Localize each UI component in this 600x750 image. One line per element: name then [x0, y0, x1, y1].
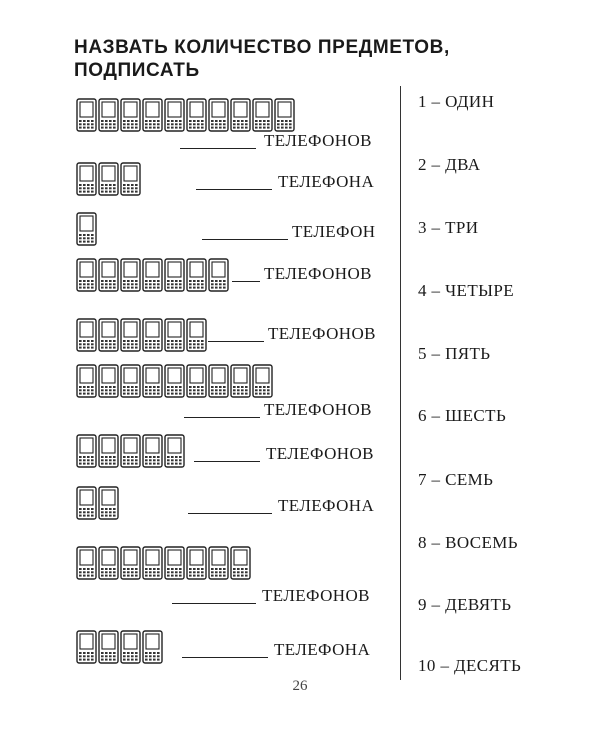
- mobile-phone-icon: [186, 318, 207, 352]
- noun-label: ТЕЛЕФОНА: [278, 172, 375, 191]
- mobile-phone-icon: [252, 98, 273, 132]
- mobile-phone-icon: [76, 546, 97, 580]
- mobile-phone-icon: [98, 434, 119, 468]
- mobile-phone-icon: [76, 258, 97, 292]
- column-divider: [400, 86, 401, 680]
- answer-blank[interactable]: [208, 341, 264, 342]
- mobile-phone-icon: [164, 258, 185, 292]
- mobile-phone-icon: [142, 258, 163, 292]
- answer-blank[interactable]: [188, 513, 272, 514]
- number-word-item: 5 – ПЯТЬ: [418, 344, 491, 363]
- mobile-phone-icon: [98, 318, 119, 352]
- mobile-phone-icon: [98, 162, 119, 196]
- mobile-phone-icon: [76, 212, 97, 246]
- mobile-phone-icon: [76, 434, 97, 468]
- mobile-phone-icon: [76, 318, 97, 352]
- phone-group: [76, 212, 97, 246]
- mobile-phone-icon: [252, 364, 273, 398]
- mobile-phone-icon: [142, 546, 163, 580]
- noun-label: ТЕЛЕФОНОВ: [264, 264, 372, 283]
- mobile-phone-icon: [120, 258, 141, 292]
- noun-label: ТЕЛЕФОНОВ: [266, 444, 374, 463]
- answer-blank[interactable]: [194, 461, 260, 462]
- mobile-phone-icon: [208, 98, 229, 132]
- noun-label: ТЕЛЕФОН: [292, 222, 376, 241]
- answer-blank[interactable]: [180, 148, 256, 149]
- number-word-item: 4 – ЧЕТЫРЕ: [418, 281, 514, 300]
- mobile-phone-icon: [98, 630, 119, 664]
- phone-group: [76, 486, 119, 520]
- noun-label: ТЕЛЕФОНОВ: [264, 131, 372, 150]
- mobile-phone-icon: [120, 318, 141, 352]
- mobile-phone-icon: [186, 98, 207, 132]
- noun-label: ТЕЛЕФОНОВ: [262, 586, 370, 605]
- title-line-2: ПОДПИСАТЬ: [74, 60, 200, 81]
- mobile-phone-icon: [142, 630, 163, 664]
- noun-label: ТЕЛЕФОНОВ: [268, 324, 376, 343]
- mobile-phone-icon: [98, 364, 119, 398]
- mobile-phone-icon: [274, 98, 295, 132]
- noun-label: ТЕЛЕФОНА: [278, 496, 375, 515]
- noun-label: ТЕЛЕФОНА: [274, 640, 371, 659]
- mobile-phone-icon: [164, 364, 185, 398]
- answer-blank[interactable]: [184, 417, 260, 418]
- mobile-phone-icon: [98, 486, 119, 520]
- mobile-phone-icon: [120, 546, 141, 580]
- phone-group: [76, 258, 229, 292]
- mobile-phone-icon: [208, 364, 229, 398]
- mobile-phone-icon: [120, 98, 141, 132]
- mobile-phone-icon: [230, 546, 251, 580]
- page-number: 26: [292, 678, 308, 694]
- mobile-phone-icon: [76, 98, 97, 132]
- phone-group: [76, 364, 273, 398]
- mobile-phone-icon: [76, 630, 97, 664]
- mobile-phone-icon: [142, 318, 163, 352]
- number-word-item: 2 – ДВА: [418, 155, 481, 174]
- mobile-phone-icon: [164, 434, 185, 468]
- mobile-phone-icon: [142, 98, 163, 132]
- phone-group: [76, 98, 295, 132]
- mobile-phone-icon: [164, 318, 185, 352]
- mobile-phone-icon: [142, 364, 163, 398]
- mobile-phone-icon: [186, 546, 207, 580]
- answer-blank[interactable]: [196, 189, 272, 190]
- phone-group: [76, 546, 251, 580]
- mobile-phone-icon: [76, 486, 97, 520]
- mobile-phone-icon: [230, 98, 251, 132]
- mobile-phone-icon: [164, 546, 185, 580]
- mobile-phone-icon: [76, 162, 97, 196]
- title-line-1: НАЗВАТЬ КОЛИЧЕСТВО ПРЕДМЕТОВ,: [74, 37, 450, 58]
- number-word-item: 9 – ДЕВЯТЬ: [418, 595, 512, 614]
- mobile-phone-icon: [120, 162, 141, 196]
- phone-group: [76, 318, 207, 352]
- mobile-phone-icon: [76, 364, 97, 398]
- number-word-item: 7 – СЕМЬ: [418, 470, 494, 489]
- mobile-phone-icon: [98, 98, 119, 132]
- answer-blank[interactable]: [202, 239, 288, 240]
- mobile-phone-icon: [208, 258, 229, 292]
- answer-blank[interactable]: [182, 657, 268, 658]
- answer-blank[interactable]: [232, 281, 260, 282]
- answer-blank[interactable]: [172, 603, 256, 604]
- number-word-item: 3 – ТРИ: [418, 218, 479, 237]
- mobile-phone-icon: [120, 630, 141, 664]
- noun-label: ТЕЛЕФОНОВ: [264, 400, 372, 419]
- mobile-phone-icon: [98, 258, 119, 292]
- number-word-item: 6 – ШЕСТЬ: [418, 406, 507, 425]
- mobile-phone-icon: [142, 434, 163, 468]
- phone-group: [76, 162, 141, 196]
- phone-group: [76, 630, 163, 664]
- mobile-phone-icon: [186, 364, 207, 398]
- mobile-phone-icon: [230, 364, 251, 398]
- number-word-item: 8 – ВОСЕМЬ: [418, 533, 518, 552]
- phone-group: [76, 434, 185, 468]
- number-word-item: 10 – ДЕСЯТЬ: [418, 656, 522, 675]
- mobile-phone-icon: [120, 364, 141, 398]
- mobile-phone-icon: [120, 434, 141, 468]
- worksheet-title: [74, 36, 494, 82]
- mobile-phone-icon: [186, 258, 207, 292]
- number-word-item: 1 – ОДИН: [418, 92, 495, 111]
- mobile-phone-icon: [164, 98, 185, 132]
- mobile-phone-icon: [98, 546, 119, 580]
- mobile-phone-icon: [208, 546, 229, 580]
